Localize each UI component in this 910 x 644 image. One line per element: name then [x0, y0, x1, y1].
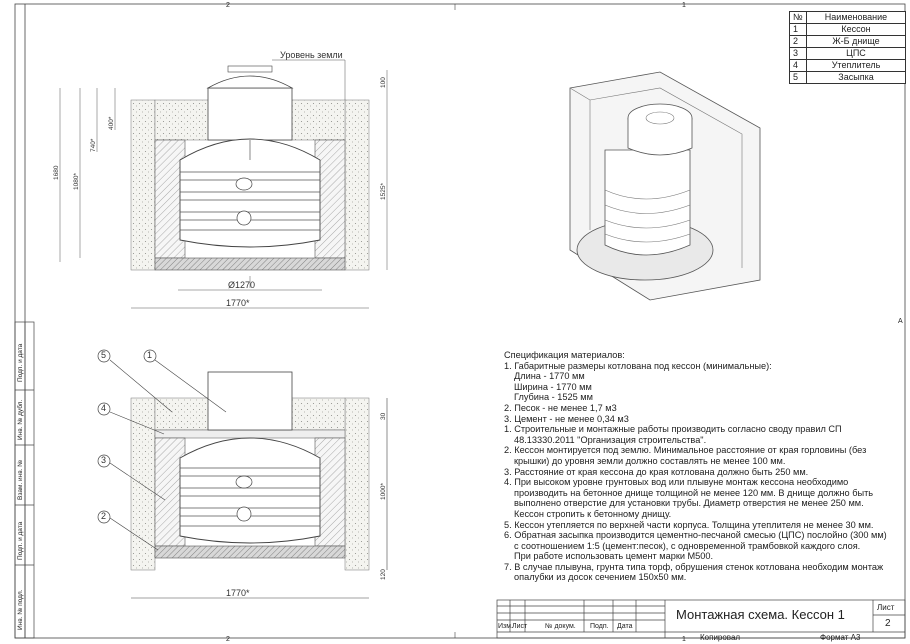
spec-line: 1. Габаритные размеры котлована под кессон (минимальные):	[504, 360, 772, 371]
stamp-inv-dupl: Инв. № дубл.	[17, 399, 24, 440]
tb-col-doc: № докум.	[545, 623, 576, 630]
dim-1270: Ø1270	[228, 280, 256, 290]
specification-notes	[504, 350, 894, 583]
isometric-view	[570, 72, 760, 300]
dim-1000: 1000*	[380, 483, 387, 500]
tb-col-sign: Подп.	[590, 623, 609, 630]
dim-1770-bottom: 1770*	[226, 588, 250, 598]
spec-line: с соотношением 1:5 (цемент:песок), с одновременной трамбовкой каждого слоя.	[514, 540, 861, 551]
spec-line: При работе использовать цемент марки М500.	[514, 551, 714, 562]
legend-table	[789, 11, 906, 84]
spec-line: 2. Кессон монтируется под землю. Минимальное расстояние от края горловины (без	[504, 445, 867, 456]
zone-bottom-left: 2	[226, 636, 230, 643]
zone-bottom-right: 1	[682, 636, 686, 643]
legend-row-name: Ж-Б днище	[807, 36, 906, 48]
spec-line: опалубки из досок сечением 150х50 мм.	[514, 572, 687, 583]
spec-line: выполнено отверстие для установки трубы. Диаметр отверстия не менее 250 мм.	[514, 498, 864, 509]
zone-top-left: 2	[226, 2, 230, 9]
stamp-sign-date-1: Подп. и дата	[17, 343, 24, 382]
copied-label: Копировал	[700, 633, 741, 642]
dim-120: 120	[380, 569, 387, 580]
stamp-sign-date-2: Подп. и дата	[17, 521, 24, 560]
format-label: Формат А3	[820, 633, 861, 642]
legend-header-num: №	[790, 12, 807, 24]
dim-1680: 1680	[53, 165, 60, 180]
zone-top-right: 1	[682, 2, 686, 9]
callout-5: 5	[101, 350, 107, 360]
spec-line: 5. Кессон утепляется по верхней части корпуса. Толщина утеплителя не менее 30 мм.	[504, 519, 874, 530]
dim-100: 100	[380, 77, 387, 88]
sheet-label: Лист	[877, 603, 895, 612]
callout-4: 4	[101, 403, 107, 413]
spec-line: 2. Песок - не менее 1,7 м3	[504, 402, 617, 413]
dim-1080: 1080*	[73, 173, 80, 190]
spec-line: 1. Строительные и монтажные работы производить согласно своду правил СП	[504, 424, 842, 435]
tb-col-list: Лист	[512, 623, 528, 630]
callout-2: 2	[101, 511, 107, 521]
legend-row-num: 3	[790, 48, 807, 60]
stamp-inv-orig: Инв. № подл.	[17, 589, 24, 630]
spec-line: 7. В случае плывуна, грунта типа торф, обрушения стенок котлована необходим монтаж	[504, 561, 884, 572]
spec-line: 3. Цемент - не менее 0,34 м3	[504, 413, 629, 424]
legend-header-name: Наименование	[807, 12, 906, 24]
sheet-number: 2	[885, 618, 891, 629]
legend-row-name: Засыпка	[807, 72, 906, 84]
legend-row-name: ЦПС	[807, 48, 906, 60]
spec-line: 48.13330.2011 "Организация строительства".	[514, 434, 707, 445]
zone-side: A	[898, 318, 903, 325]
spec-line: 4. При высоком уровне грунтовых вод или плывуне монтаж кессона необходимо	[504, 477, 849, 488]
ground-level-label: Уровень земли	[280, 50, 343, 60]
spec-line: Кессон стропить к бетонному днищу.	[514, 508, 672, 519]
dim-740: 740*	[90, 138, 97, 152]
callout-3: 3	[101, 455, 107, 465]
legend-row-num: 4	[790, 60, 807, 72]
legend-row-name: Утеплитель	[807, 60, 906, 72]
spec-line: Ширина - 1770 мм	[514, 381, 592, 392]
spec-line: Глубина - 1525 мм	[514, 392, 593, 403]
legend-row-num: 1	[790, 24, 807, 36]
spec-line: 6. Обратная засыпка производится цементно-песчаной смесью (ЦПС) послойно (300 мм)	[504, 530, 887, 541]
legend-row-name: Кессон	[807, 24, 906, 36]
drawing-title: Монтажная схема. Кессон 1	[676, 607, 845, 622]
dim-1525: 1525*	[380, 183, 387, 200]
dim-400: 400*	[108, 116, 115, 130]
tb-col-date: Дата	[617, 623, 633, 630]
spec-line: Длина - 1770 мм	[514, 371, 585, 382]
stamp-vzam-inv: Взам. инв. №	[17, 459, 24, 500]
spec-line: 3. Расстояние от края кессона до края котлована должно быть 250 мм.	[504, 466, 809, 477]
tb-col-izm: Изм.	[498, 623, 513, 630]
spec-line: производить на бетонное днище толщиной не менее 120 мм. В днище должно быть	[514, 487, 874, 498]
bottom-section-drawing	[98, 350, 387, 598]
legend-row-num: 2	[790, 36, 807, 48]
legend-row-num: 5	[790, 72, 807, 84]
spec-line: крышки) до уровня земли должно составлять не менее 100 мм.	[514, 455, 786, 466]
callout-1: 1	[147, 350, 153, 360]
dim-30: 30	[380, 412, 387, 420]
dim-1770-top: 1770*	[226, 298, 250, 308]
top-section-drawing	[60, 60, 387, 308]
spec-title: Спецификация материалов:	[504, 350, 625, 360]
